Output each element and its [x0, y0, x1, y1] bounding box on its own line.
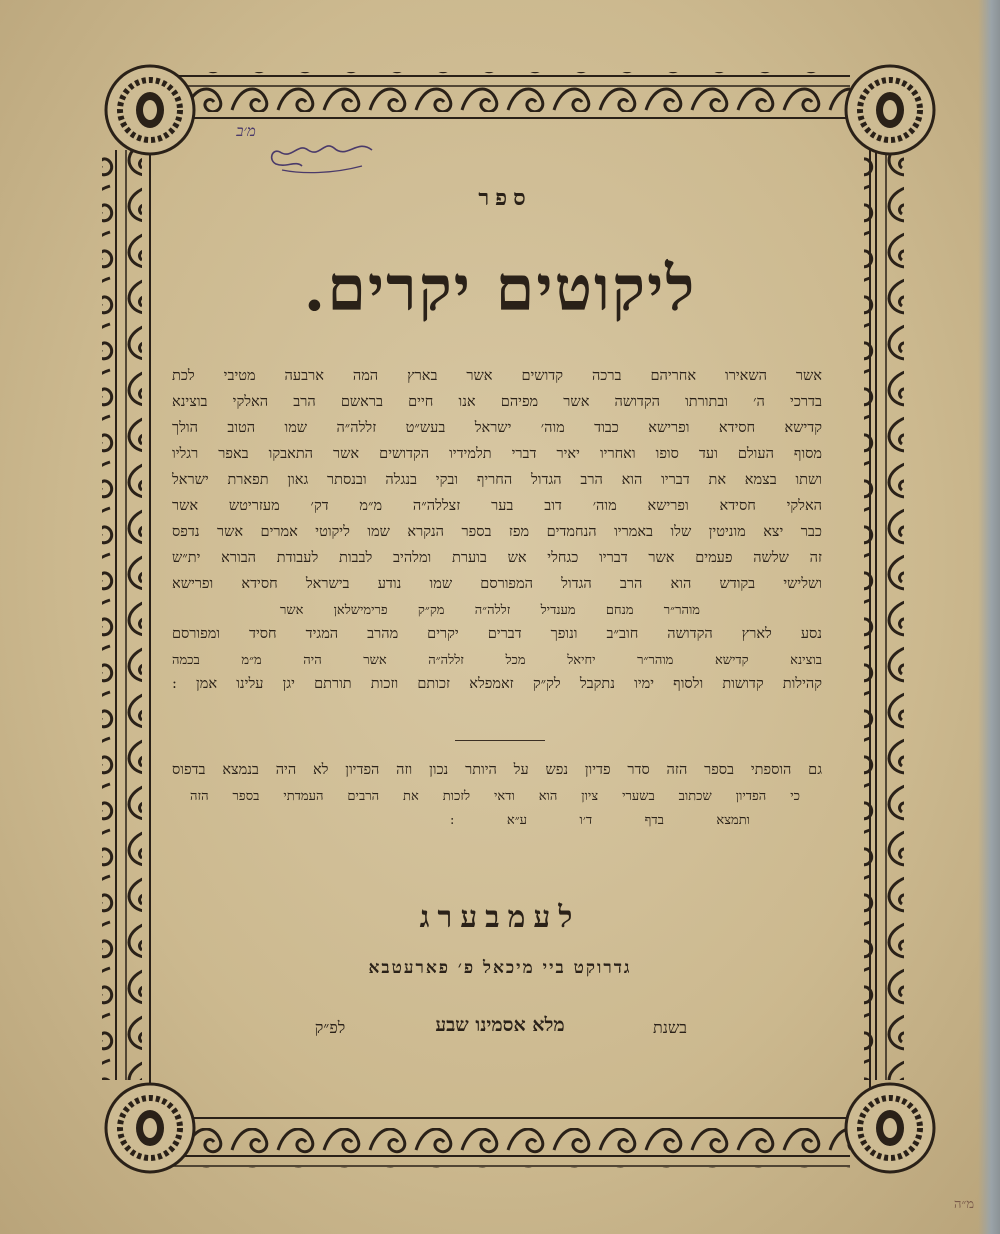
intro-line: בוצינא קדישא מוהר״ר יחיאל מכל זללה״ה אשר היה מ״מ בכמה	[172, 653, 822, 668]
addendum-line: גם הוספתי בספר הזה סדר פדיון נפש על היותר נכון וזה הפדיון לא היה בנמצא בדפוס	[172, 762, 822, 778]
imprint-year-label: בשנת	[653, 1018, 687, 1037]
addendum-line: כי הפדיון שכתוב בשערי ציון הוא ודאי לזכות את הרבים העמדתי בספר הזה	[190, 789, 800, 804]
page-title: ליקוטים יקרים.	[303, 252, 697, 325]
corner-mark: מ״ה	[953, 1197, 975, 1212]
handwritten-signature	[262, 130, 382, 180]
imprint-city: לעמבערג	[419, 900, 581, 935]
header-word: ספר	[478, 185, 532, 211]
corner-rosette-top-left	[106, 66, 194, 154]
intro-line: מוהר״ר מנחם מענדיל זללה״ה מק״ק פרימישלאן אשר	[280, 603, 700, 618]
imprint-year-chronogram: מלא אסמינו שבע	[435, 1014, 565, 1036]
imprint-printer: גדרוקט ביי מיכאל פ׳ פארעטבא	[368, 958, 632, 978]
intro-line: ושתו בצמא את דבריו הוא הרב הגדול החריף ובקי בנגלה ובנסתר גאון תפארת ישראל	[172, 472, 822, 488]
shelf-mark: מ׳ב	[236, 122, 256, 140]
addendum-line: ותמצא בדף ד׳ו ע״א :	[450, 813, 750, 828]
intro-line: ושלישי בקודש הוא הרב הגדול המפורסם שמו נודע בישראל חסידא ופרישא	[172, 576, 822, 592]
intro-line: קדישא חסידא ופרישא כבוד מוה׳ ישראל בעש״ט זללה״ה שמו הטוב הולך	[172, 420, 822, 436]
corner-rosette-top-right	[846, 66, 934, 154]
intro-line: כבר יצא מוניטין שלו באמריו הנחמדים מפז בספר הנקרא שמו ליקוטי אמרים אשר נדפס	[172, 524, 822, 540]
corner-rosette-bottom-left	[106, 1084, 194, 1172]
intro-line: בדרכי ה׳ ובתורתו הקדושה אשר מפיהם אנו חיים בראשם הרב האלקי בוצינא	[172, 394, 822, 410]
intro-line: זה שלשה פעמים אשר דבריו כגחלי אש בוערת ומלהיב לבבות לעבודת הבורא ית״ש	[172, 550, 822, 566]
intro-line: קהילות קדושות ולסוף ימיו נתקבל לק״ק זאמפלא זכותם וזכות תורתם יגן עלינו אמן :	[172, 676, 822, 692]
intro-line: מסוף העולם ועד סופו ואחריו יאיר דברי תלמידיו הקדושים אשר התאבקו באפר רגליו	[172, 446, 822, 462]
corner-rosette-bottom-right	[846, 1084, 934, 1172]
intro-line: האלקי חסידא ופרישא מוה׳ דוב בער זצללה״ה מ״מ דק׳ מעזריטש אשר	[172, 498, 822, 514]
separator-rule	[455, 740, 545, 741]
intro-line: נסע לארץ הקדושה חוב״ב ונופך דברים יקרים מהרב המגיד חסיד ומפורסם	[172, 626, 822, 642]
intro-line: אשר השאירו אחריהם ברכה קדושים אשר בארץ המה ארבעה מטיבי לכת	[172, 368, 822, 384]
imprint-year-abbr: לפ״ק	[314, 1018, 346, 1037]
